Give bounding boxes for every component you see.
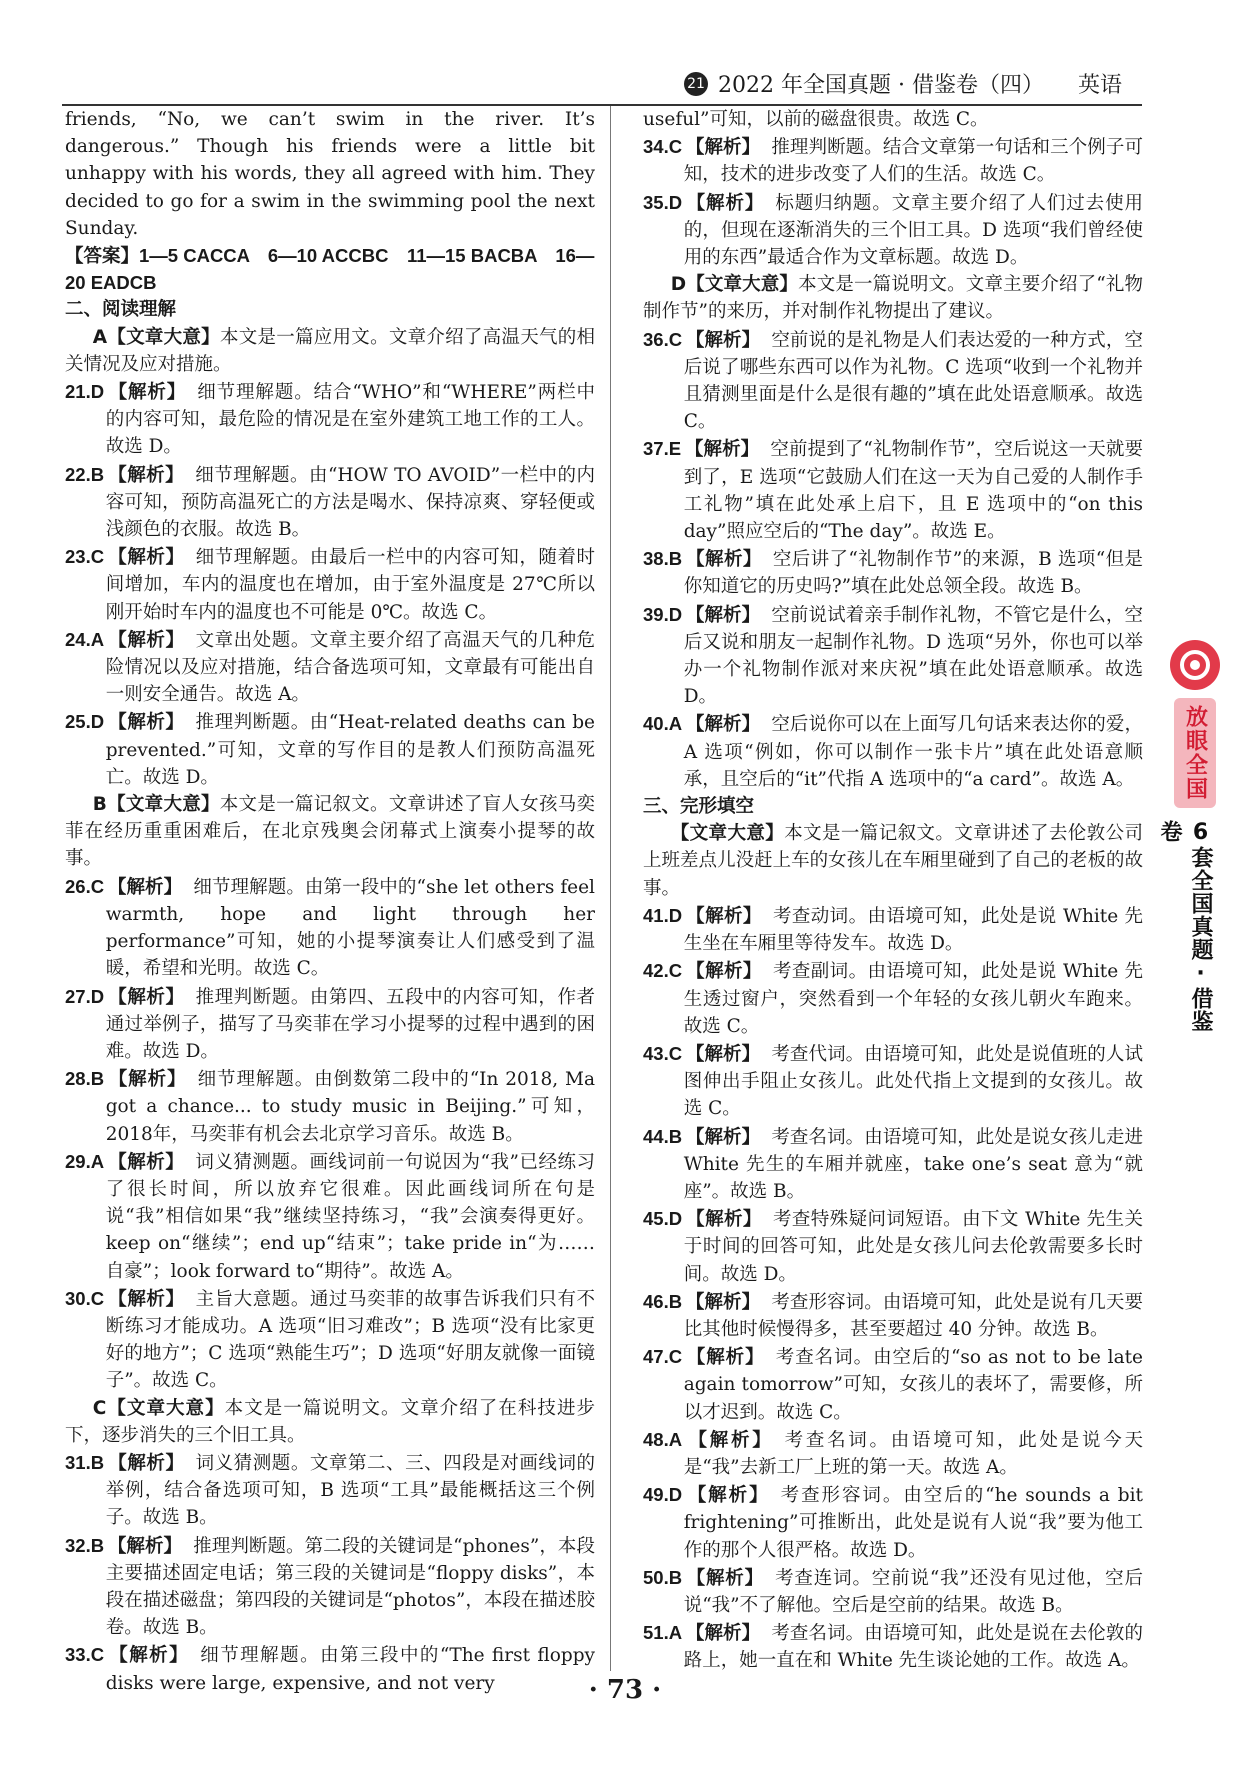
explanation-tag: 【解析】 xyxy=(107,1535,183,1557)
explanation-tag: 【解析】 xyxy=(685,1567,764,1589)
answer-explanation xyxy=(643,902,1143,957)
explanation-tag: 【解析】 xyxy=(107,1288,185,1310)
explanation-text: 细节理解题。由第三段中的“The first floppy disks were large, expensive, and not very xyxy=(105,1645,595,1694)
question-number: 22.B xyxy=(65,463,105,485)
explanation-text: 空前提到了“礼物制作节”，空后说这一天就要到了，E 选项“它鼓励人们在这一天为自己爱的人制作手工礼物”填在此处承上启下，且 E 选项中的“on this day”照应空后的“The day”。故选 E。 xyxy=(683,439,1143,543)
column-divider xyxy=(610,106,611,1671)
answer-explanation xyxy=(643,1205,1143,1288)
question-number: 42.C xyxy=(643,960,683,982)
question-number: 44.B xyxy=(643,1125,683,1147)
explanation-text: 考查代词。由语境可知，此处是说值班的人试图伸出手阻止女孩儿。此处代指上文提到的女孩儿。故选 C。 xyxy=(683,1043,1143,1120)
explanation-text: 推理判断题。由第四、五段中的内容可知，作者通过举例子，描写了马奕菲在学习小提琴的过程中遇到的困难。故选 D。 xyxy=(105,986,595,1062)
explanation-text: 推理判断题。第二段的关键词是“phones”，本段主要描述固定电话；第三段的关键词是“floppy disks”，本段在描述磁盘；第四段的关键词是“photos”，本段在描述胶卷。故选 B。 xyxy=(105,1535,595,1639)
question-number: 24.A xyxy=(65,628,105,650)
summary-tag: A【文章大意】 xyxy=(92,326,220,348)
summary-tag: D【文章大意】 xyxy=(670,274,799,296)
article-summary xyxy=(65,1395,595,1449)
question-number: 31.B xyxy=(65,1451,105,1473)
question-number: 39.D xyxy=(643,603,683,625)
article-summary xyxy=(643,271,1143,325)
side-tab-series: 6套全国真题·借鉴卷 xyxy=(1157,820,1213,1033)
question-number: 27.D xyxy=(65,985,105,1007)
answer-explanation xyxy=(65,708,595,791)
explanation-text: 空后讲了“礼物制作节”的来源，B 选项“但是你知道它的历史吗?”填在此处总领全段。故选 B。 xyxy=(683,549,1143,598)
question-number: 45.D xyxy=(643,1208,683,1230)
question-number: 35.D xyxy=(643,191,683,213)
question-number: 33.C xyxy=(65,1644,105,1666)
question-number: 23.C xyxy=(65,546,105,568)
summary-text: 本文是一篇说明文。文章主要介绍了“礼物制作节”的来历，并对制作礼物提出了建议。 xyxy=(643,274,1144,323)
summary-tag: 【文章大意】 xyxy=(670,823,785,845)
explanation-text: 考查名词。由语境可知，此处是说女孩儿走进 White 先生的车厢并就座，take one’s seat 意为“就座”。故选 B。 xyxy=(683,1126,1143,1202)
explanation-text: 空后说你可以在上面写几句话来表达你的爱，A 选项“例如，你可以制作一张卡片”填在此处语意顺承，且空后的“it”代指 A 选项中的“a card”。故选 A。 xyxy=(683,714,1143,790)
right-column xyxy=(643,106,1143,1675)
explanation-tag: 【解析】 xyxy=(685,329,761,351)
page-header xyxy=(62,62,1142,106)
question-number: 50.B xyxy=(643,1566,683,1588)
explanation-tag: 【解析】 xyxy=(107,382,187,404)
explanation-text: 考查动词。由语境可知，此处是说 White 先生坐在车厢里等待发车。故选 D。 xyxy=(683,905,1143,955)
explanation-text: 考查名词。由语境可知，此处是说在去伦敦的路上，她一直在和 White 先生谈论她的工作。故选 A。 xyxy=(683,1623,1143,1672)
explanation-tag: 【解析】 xyxy=(107,876,183,898)
question-number: 51.A xyxy=(643,1622,683,1644)
explanation-tag: 【解析】 xyxy=(685,192,765,214)
answer-explanation xyxy=(65,1065,595,1148)
answer-explanation xyxy=(65,378,595,461)
question-number: 25.D xyxy=(65,711,105,733)
explanation-tag: 【解析】 xyxy=(107,629,185,651)
explanation-tag: 【解析】 xyxy=(107,986,185,1008)
answer-explanation xyxy=(643,1564,1143,1619)
answer-explanation xyxy=(643,1619,1143,1674)
explanation-tag: 【解析】 xyxy=(685,1429,774,1451)
summary-tag: C【文章大意】 xyxy=(92,1397,225,1419)
summary-text: 本文是一篇应用文。文章介绍了高温天气的相关情况及应对措施。 xyxy=(65,326,595,375)
answer-explanation xyxy=(643,1123,1143,1206)
section-title: 二、阅读理解 xyxy=(65,299,177,321)
explanation-text: 考查副词。由语境可知，此处是说 White 先生透过窗户，突然看到一个年轻的女孩儿朝火车跑来。故选 C。 xyxy=(683,961,1143,1037)
explanation-text: 细节理解题。由“HOW TO AVOID”一栏中的内容可知，预防高温死亡的方法是喝水、保持凉爽、穿轻便或浅颜色的衣服。故选 B。 xyxy=(105,464,595,541)
explanation-text: 文章出处题。文章主要介绍了高温天气的几种危险情况以及应对措施，结合备选项可知，文章最有可能出自一则安全通告。故选 A。 xyxy=(105,629,595,706)
explanation-tag: 【解析】 xyxy=(685,1623,761,1645)
answer-explanation xyxy=(65,1449,595,1532)
answer-explanation xyxy=(643,1288,1143,1343)
answer-explanation xyxy=(643,601,1143,711)
article-summary xyxy=(65,791,595,873)
target-logo-icon xyxy=(1170,640,1220,690)
question-number: 26.C xyxy=(65,875,105,897)
header-title: 2022 年全国真题 · 借鉴卷（四） xyxy=(718,73,1044,98)
explanation-text: 空前说的是礼物是人们表达爱的一种方式，空后说了哪些东西可以作为礼物。C 选项“收到一个礼物并且猜测里面是什么是很有趣的”填在此处语意顺承。故选 C。 xyxy=(683,329,1143,433)
question-number: 36.C xyxy=(643,328,683,350)
answer-explanation xyxy=(643,710,1143,793)
answer-explanation xyxy=(643,1040,1143,1123)
answer-explanation xyxy=(65,461,595,544)
explanation-tag: 【解析】 xyxy=(685,714,761,736)
answer-explanation xyxy=(65,983,595,1066)
summary-text: 本文是一篇记叙文。文章讲述了去伦敦公司上班差点儿没赶上车的女孩儿在车厢里碰到了自己的老板的故事。 xyxy=(643,823,1143,899)
explanation-tag: 【解析】 xyxy=(684,439,760,461)
header-subject: 英语 xyxy=(1077,73,1122,98)
explanation-text: 标题归纳题。文章主要介绍了人们过去使用的，但现在逐渐消失的三个旧工具。D 选项“我们曾经使用的东西”最适合作为文章标题。故选 D。 xyxy=(683,192,1143,269)
question-number: 41.D xyxy=(643,904,683,926)
article-summary xyxy=(643,820,1143,902)
answer-explanation xyxy=(65,873,595,983)
explanation-tag: 【解析】 xyxy=(107,1452,185,1474)
answer-explanation xyxy=(643,545,1143,600)
question-number: 38.B xyxy=(643,548,683,570)
explanation-text: 考查形容词。由空后的“he sounds a bit frightening”可推断出，此处是说有人说“我”要为他工作的那个人很严格。故选 D。 xyxy=(683,1485,1143,1561)
explanation-text: 细节理解题。由倒数第二段中的“In 2018, Ma got a chance... to study music in Beijing.”可知，2018年，马奕菲有机会去北京学习音乐。故选 B。 xyxy=(105,1069,595,1145)
explanation-tag: 【解析】 xyxy=(685,604,761,626)
explanation-text: 细节理解题。由第一段中的“she let others feel warmth, hope and light through her performance”可知，她的小提琴演奏让人们感受到了温暖，希望和光明。故选 C。 xyxy=(105,876,595,980)
question-number: 37.E xyxy=(643,438,682,460)
explanation-tag: 【解析】 xyxy=(685,1291,761,1313)
question-number: 40.A xyxy=(643,713,683,735)
explanation-text: 空前说试着亲手制作礼物，不管它是什么，空后又说和朋友一起制作礼物。D 选项“另外，你也可以举办一个礼物制作派对来庆祝”填在此处语意顺承。故选 D。 xyxy=(683,604,1143,708)
explanation-tag: 【解析】 xyxy=(685,1485,770,1507)
explanation-tag: 【解析】 xyxy=(685,1209,762,1231)
question-number: 29.A xyxy=(65,1150,105,1172)
explanation-tag: 【解析】 xyxy=(685,549,762,571)
answer-explanation xyxy=(643,435,1143,545)
explanation-text: 主旨大意题。通过马奕菲的故事告诉我们只有不断练习才能成功。A 选项“旧习难改”；B 选项“没有比家更好的地方”；C 选项“熟能生巧”；D 选项“好朋友就像一面镜子”。故选 C。 xyxy=(105,1288,595,1392)
explanation-tag: 【解析】 xyxy=(107,547,185,569)
answer-explanation xyxy=(65,543,595,626)
answer-explanation xyxy=(643,326,1143,436)
explanation-text: 词义猜测题。文章第二、三、四段是对画线词的举例，结合备选项可知，B 选项“工具”最能概括这三个例子。故选 B。 xyxy=(105,1452,595,1529)
question-number: 32.B xyxy=(65,1534,105,1556)
question-number: 34.C xyxy=(643,136,683,158)
explanation-text: 推理判断题。结合文章第一句话和三个例子可知，技术的进步改变了人们的生活。故选 C。 xyxy=(683,137,1143,186)
question-number: 28.B xyxy=(65,1068,105,1090)
answer-explanation xyxy=(65,1148,595,1285)
page-number: · 73 · xyxy=(588,1675,662,1705)
answer-explanation xyxy=(643,957,1143,1040)
explanation-text: 考查形容词。由语境可知，此处是说有几天要比其他时候慢得多，甚至要超过 40 分钟。故选 B。 xyxy=(683,1291,1143,1340)
question-number: 47.C xyxy=(643,1346,683,1368)
answer-explanation xyxy=(65,1532,595,1642)
question-number: 21.D xyxy=(65,381,105,403)
explanation-text: 考查连词。空前说“我”还没有见过他，空后说“我”不了解他。空后是空前的结果。故选 B。 xyxy=(683,1567,1143,1616)
header-badge: 21 xyxy=(684,72,708,96)
answer-key: 【答案】1—5 CACCA 6—10 ACCBC 11—15 BACBA 16—20 EADCB xyxy=(65,245,595,294)
explanation-text: 词义猜测题。画线词前一句说因为“我”已经练习了很长时间，所以放弃它很难。因此画线词所在句是说“我”相信如果“我”继续坚持练习，“我”会演奏得更好。keep on“继续”；end up“结束”；take pride in“为……自豪”；look forward to“期待”。故选 A。 xyxy=(105,1151,595,1282)
left-column xyxy=(65,106,595,1697)
explanation-tag: 【解析】 xyxy=(107,1069,187,1091)
section-title: 三、完形填空 xyxy=(643,796,755,818)
answer-explanation xyxy=(643,1481,1143,1564)
explanation-text: 考查名词。由语境可知，此处是说今天是“我”去新工厂上班的第一天。故选 A。 xyxy=(683,1429,1143,1478)
summary-tag: B【文章大意】 xyxy=(92,794,220,816)
explanation-text: 细节理解题。结合“WHO”和“WHERE”两栏中的内容可知，最危险的情况是在室外建筑工地工作的工人。故选 D。 xyxy=(105,382,595,458)
explanation-tag: 【解析】 xyxy=(107,712,185,734)
question-number: 48.A xyxy=(643,1428,683,1450)
explanation-tag: 【解析】 xyxy=(685,961,762,983)
explanation-text: 考查特殊疑问词短语。由下文 White 先生关于时间的回答可知，此处是女孩儿问去伦敦需要多长时间。故选 D。 xyxy=(683,1209,1143,1285)
summary-text: 本文是一篇记叙文。文章讲述了盲人女孩马奕菲在经历重重困难后，在北京残奥会闭幕式上演奏小提琴的故事。 xyxy=(65,794,595,870)
explanation-tag: 【解析】 xyxy=(685,1126,761,1148)
question-number: 30.C xyxy=(65,1287,105,1309)
explanation-tag: 【解析】 xyxy=(107,1151,185,1173)
answer-explanation xyxy=(643,1343,1143,1426)
explanation-tag: 【解析】 xyxy=(685,137,761,159)
answer-explanation xyxy=(65,626,595,709)
article-summary xyxy=(65,324,595,378)
explanation-text: 细节理解题。由最后一栏中的内容可知，随着时间增加，车内的温度也在增加，由于室外温度是 27℃所以刚开始时车内的温度也不可能是 0℃。故选 C。 xyxy=(105,547,595,623)
question-number: 46.B xyxy=(643,1290,683,1312)
explanation-tag: 【解析】 xyxy=(685,905,762,927)
summary-text: 本文是一篇说明文。文章介绍了在科技进步下，逐步消失的三个旧工具。 xyxy=(65,1397,595,1446)
side-tab-label: 放眼全国 xyxy=(1174,698,1216,808)
answer-explanation xyxy=(643,189,1143,272)
explanation-tag: 【解析】 xyxy=(107,464,185,486)
explanation-tag: 【解析】 xyxy=(107,1645,190,1667)
answer-explanation xyxy=(643,1426,1143,1481)
side-tab xyxy=(1157,640,1220,1060)
explanation-tag: 【解析】 xyxy=(685,1347,765,1369)
explanation-text: 推理判断题。由“Heat-related deaths can be prevented.”可知，文章的写作目的是教人们预防高温死亡。故选 D。 xyxy=(105,712,595,788)
body-paragraph: friends, “No, we can’t swim in the river. It’s dangerous.” Though his friends were a little bit unhappy with his words, they all agreed with him. They decided to go for a swim in the swimming pool the next Sunday. xyxy=(65,109,595,239)
answer-explanation xyxy=(643,133,1143,188)
explanation-text: 考查名词。由空后的“so as not to be late again tomorrow”可知，女孩儿的表坏了，需要修，所以才迟到。故选 C。 xyxy=(683,1347,1143,1423)
body-paragraph: useful”可知，以前的磁盘很贵。故选 C。 xyxy=(643,109,989,130)
answer-explanation xyxy=(65,1285,595,1395)
explanation-tag: 【解析】 xyxy=(685,1043,761,1065)
question-number: 49.D xyxy=(643,1484,683,1506)
question-number: 43.C xyxy=(643,1042,683,1064)
